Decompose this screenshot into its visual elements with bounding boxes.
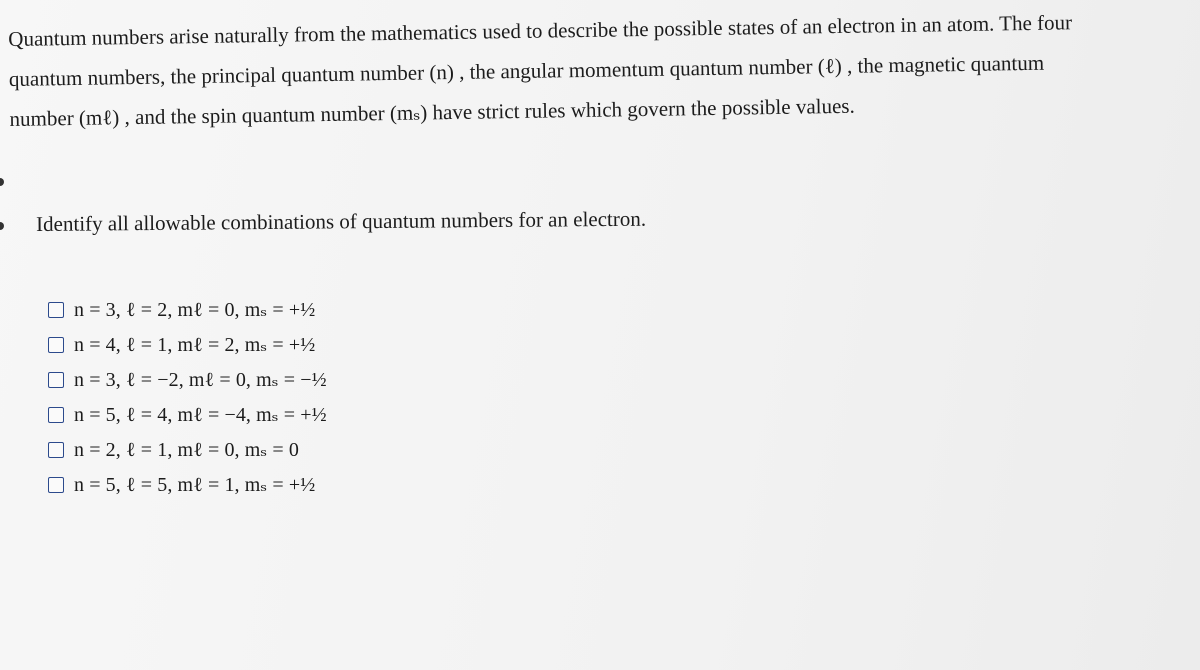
intro-line-3: number (mℓ) , and the spin quantum number (mₛ) have strict rules which govern the possible values. [9,93,855,131]
option-label: n = 3, ℓ = −2, mℓ = 0, mₛ = −½ [74,369,327,391]
option-3[interactable] [48,362,327,397]
answer-options [48,292,327,502]
intro-line-1: Quantum numbers arise naturally from the mathematics used to describe the possible states of an electron in an atom. The four [8,10,1073,51]
option-checkbox[interactable] [48,477,64,493]
margin-dot [0,178,4,186]
intro-paragraph [8,1,1195,139]
option-checkbox[interactable] [48,442,64,458]
option-label: n = 5, ℓ = 5, mℓ = 1, mₛ = +½ [74,474,316,496]
option-2[interactable] [48,327,327,362]
option-label: n = 5, ℓ = 4, mℓ = −4, mₛ = +½ [74,404,327,426]
option-checkbox[interactable] [48,302,64,318]
option-label: n = 4, ℓ = 1, mℓ = 2, mₛ = +½ [74,334,316,356]
option-5[interactable] [48,432,327,467]
intro-line-2: quantum numbers, the principal quantum number (n) , the angular momentum quantum number (ℓ) , the magnetic quantum [8,50,1045,91]
option-label: n = 3, ℓ = 2, mℓ = 0, mₛ = +½ [74,299,316,321]
margin-dot [0,222,4,230]
option-4[interactable] [48,397,327,432]
question-prompt: Identify all allowable combinations of quantum numbers for an electron. [36,206,647,236]
option-checkbox[interactable] [48,407,64,423]
option-checkbox[interactable] [48,372,64,388]
option-label: n = 2, ℓ = 1, mℓ = 0, mₛ = 0 [74,439,299,461]
option-checkbox[interactable] [48,337,64,353]
option-6[interactable] [48,467,327,502]
option-1[interactable] [48,292,327,327]
